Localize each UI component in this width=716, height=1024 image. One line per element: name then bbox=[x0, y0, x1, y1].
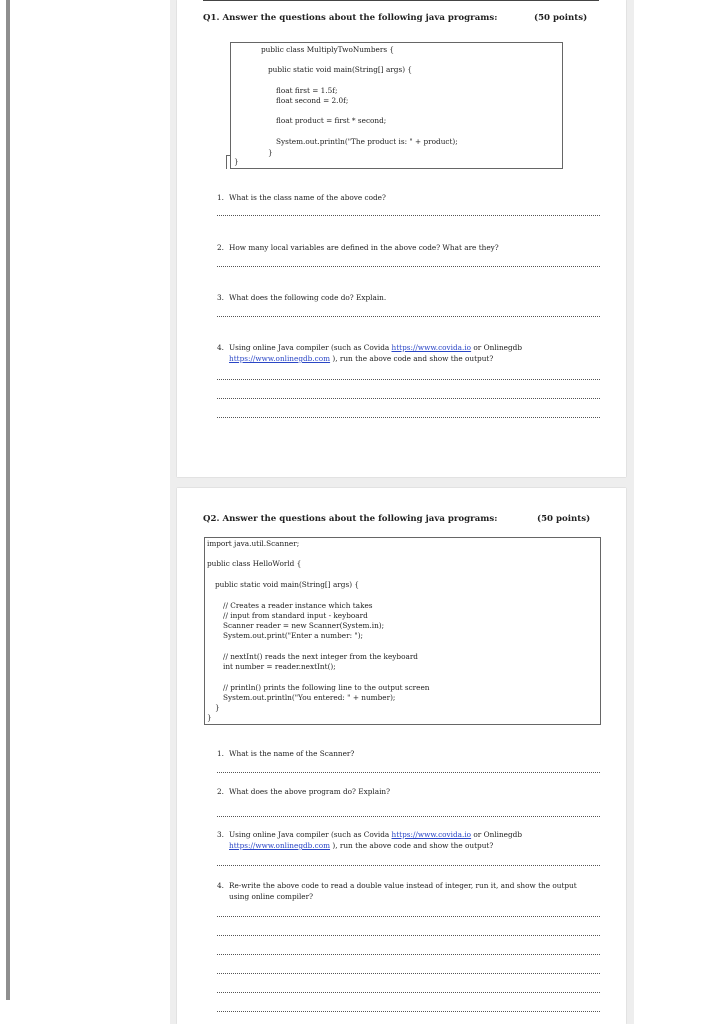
answer-line[interactable] bbox=[217, 398, 600, 399]
code-line: // input from standard input - keyboard bbox=[223, 611, 368, 620]
code-line: System.out.println("The product is: " + product); bbox=[276, 137, 458, 146]
answer-line[interactable] bbox=[217, 973, 600, 974]
code-line: } bbox=[215, 703, 220, 712]
q2-question-3 bbox=[217, 829, 607, 853]
code-line: System.out.println("You entered: " + number); bbox=[223, 693, 396, 702]
question-number: 2. bbox=[217, 787, 224, 796]
code-line: float product = first * second; bbox=[276, 116, 387, 125]
code-line: import java.util.Scanner; bbox=[207, 539, 300, 548]
question-text: What does the following code do? Explain. bbox=[229, 293, 387, 302]
code-line: float second = 2.0f; bbox=[276, 96, 349, 105]
code-line: float first = 1.5f; bbox=[276, 86, 338, 95]
question-text-part: ), run the above code and show the output? bbox=[330, 354, 494, 363]
code-line: System.out.print("Enter a number: "); bbox=[223, 631, 364, 640]
answer-line[interactable] bbox=[217, 379, 600, 380]
q2-points: (50 points) bbox=[537, 514, 591, 524]
answer-line[interactable] bbox=[217, 935, 600, 936]
q1-code-box bbox=[230, 42, 563, 169]
scrollbar[interactable] bbox=[6, 0, 10, 1000]
document-page-2 bbox=[177, 488, 626, 1024]
question-text: How many local variables are defined in the above code? What are they? bbox=[229, 243, 499, 252]
answer-line[interactable] bbox=[217, 417, 600, 418]
answer-line[interactable] bbox=[217, 954, 600, 955]
question-text-part: Using online Java compiler (such as Covida bbox=[229, 830, 392, 839]
q1-question-4 bbox=[217, 342, 607, 366]
question-text-part: Using online Java compiler (such as Covida bbox=[229, 343, 392, 352]
answer-line[interactable] bbox=[217, 916, 600, 917]
q2-question-4 bbox=[217, 880, 617, 904]
question-number: 3. bbox=[217, 293, 224, 302]
question-number: 4. bbox=[217, 343, 224, 352]
code-line: public static void main(String[] args) { bbox=[268, 65, 413, 74]
code-line: } bbox=[268, 148, 273, 157]
question-text: What is the class name of the above code? bbox=[229, 193, 386, 202]
q1-question-3 bbox=[217, 292, 607, 304]
q2-question-2 bbox=[217, 786, 607, 798]
q1-heading: Q1. Answer the questions about the following java programs: bbox=[203, 13, 498, 23]
question-text bbox=[229, 829, 522, 840]
question-text-line2 bbox=[229, 353, 493, 364]
question-text-line2 bbox=[229, 840, 493, 851]
question-text bbox=[229, 342, 522, 353]
covida-link[interactable]: https://www.covida.io bbox=[391, 343, 472, 352]
code-line: // nextInt() reads the next integer from the keyboard bbox=[223, 652, 418, 661]
code-line: Scanner reader = new Scanner(System.in); bbox=[223, 621, 385, 630]
question-number: 2. bbox=[217, 243, 224, 252]
code-line: public static void main(String[] args) { bbox=[215, 580, 360, 589]
answer-line[interactable] bbox=[217, 266, 600, 267]
answer-line[interactable] bbox=[217, 215, 600, 216]
answer-line[interactable] bbox=[217, 865, 600, 866]
answer-line[interactable] bbox=[217, 772, 600, 773]
question-text: What does the above program do? Explain? bbox=[229, 787, 391, 796]
covida-link[interactable]: https://www.covida.io bbox=[391, 830, 472, 839]
q1-question-1 bbox=[217, 192, 607, 204]
question-text: Re-write the above code to read a double value instead of integer, run it, and show the output bbox=[229, 881, 577, 890]
q2-question-1 bbox=[217, 748, 607, 760]
code-line: public class MultiplyTwoNumbers { bbox=[261, 45, 395, 54]
answer-line[interactable] bbox=[217, 316, 600, 317]
answer-line[interactable] bbox=[217, 992, 600, 993]
question-number: 3. bbox=[217, 830, 224, 839]
answer-line[interactable] bbox=[217, 816, 600, 817]
onlinegdb-link[interactable]: https://www.onlinegdb.com bbox=[229, 354, 331, 363]
top-rule bbox=[203, 0, 599, 1]
code-line: } bbox=[234, 157, 239, 166]
q2-code-box bbox=[204, 537, 601, 725]
question-text-part: ), run the above code and show the output? bbox=[330, 841, 494, 850]
question-text-part: or Onlinegdb bbox=[471, 343, 522, 352]
question-text: What is the name of the Scanner? bbox=[229, 749, 355, 758]
question-number: 1. bbox=[217, 193, 224, 202]
code-line: public class HelloWorld { bbox=[207, 559, 302, 568]
answer-line[interactable] bbox=[217, 1011, 600, 1012]
code-bracket bbox=[226, 155, 231, 169]
question-number: 4. bbox=[217, 881, 224, 890]
q1-question-2 bbox=[217, 242, 607, 254]
question-number: 1. bbox=[217, 749, 224, 758]
question-text-line2: using online compiler? bbox=[229, 892, 314, 901]
q2-heading: Q2. Answer the questions about the following java programs: bbox=[203, 514, 498, 524]
document-page-1 bbox=[177, 0, 626, 477]
q1-points: (50 points) bbox=[534, 13, 588, 23]
code-line: // Creates a reader instance which takes bbox=[223, 601, 373, 610]
onlinegdb-link[interactable]: https://www.onlinegdb.com bbox=[229, 841, 331, 850]
code-line: int number = reader.nextInt(); bbox=[223, 662, 336, 671]
code-line: // println() prints the following line to the output screen bbox=[223, 683, 430, 692]
question-text-part: or Onlinegdb bbox=[471, 830, 522, 839]
code-line: } bbox=[207, 713, 212, 722]
